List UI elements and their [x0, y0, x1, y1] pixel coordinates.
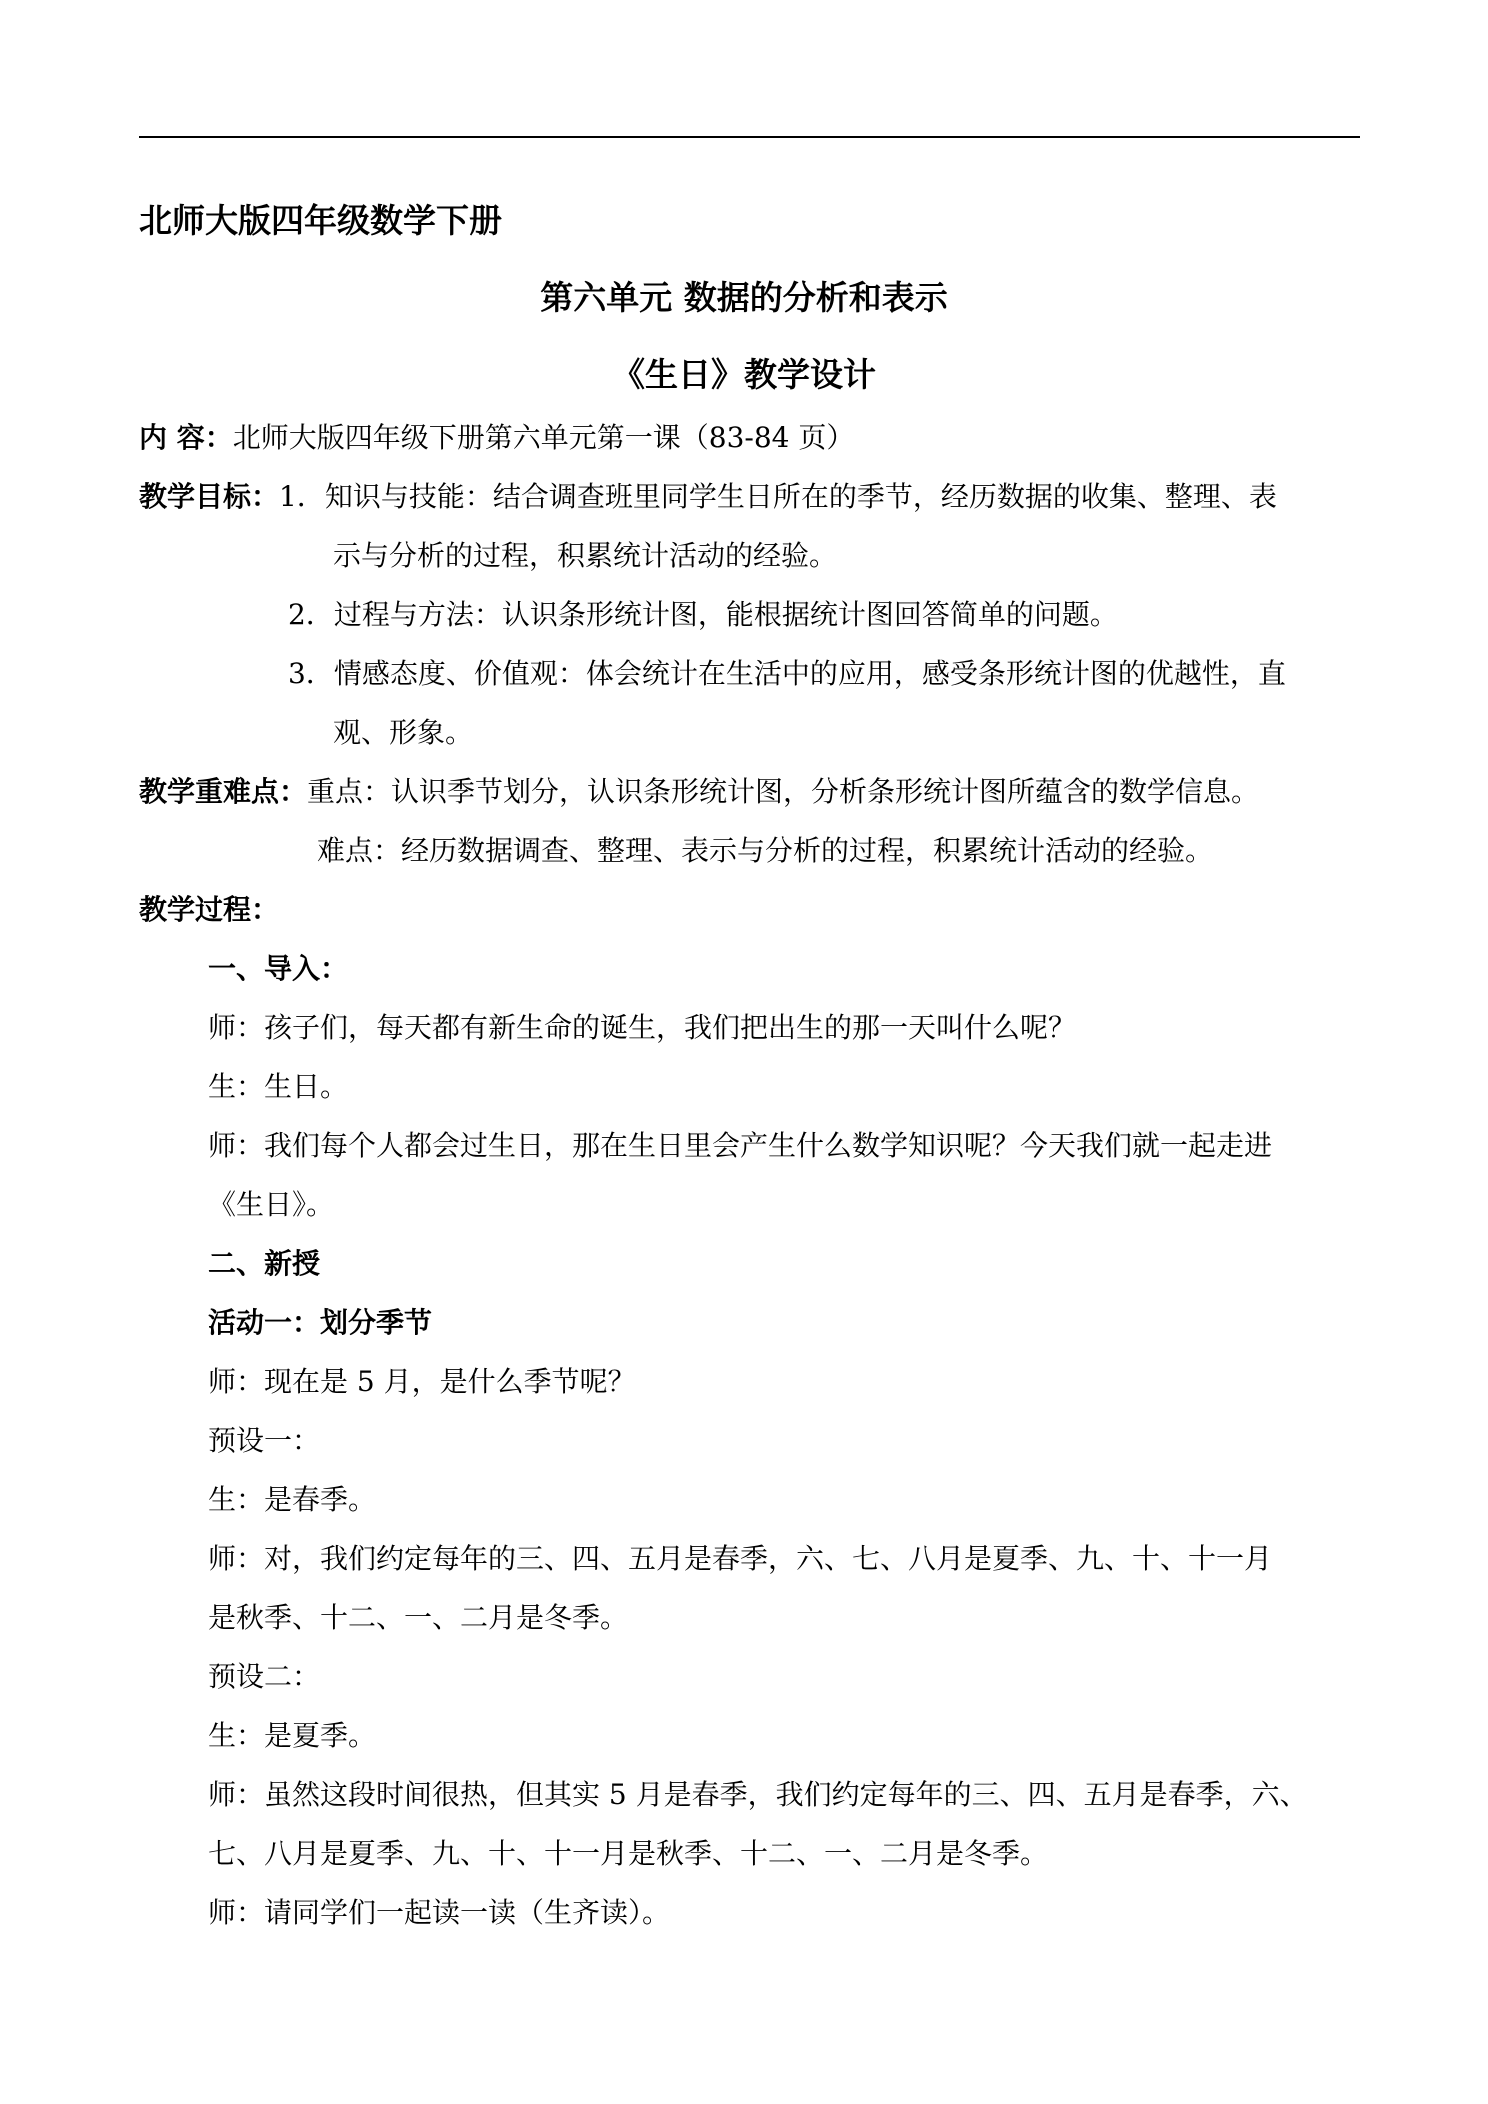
objective-text-cont: 示与分析的过程，积累统计活动的经验。 — [333, 539, 838, 572]
header-rule — [139, 136, 1360, 138]
objective-row-3 — [288, 654, 1286, 694]
book-title: 北师大版四年级数学下册 — [139, 201, 502, 240]
dialogue-line: 《生日》。 — [208, 1188, 335, 1221]
dialogue-line: 师：虽然这段时间很热，但其实 5 月是春季，我们约定每年的三、四、五月是春季，六、 — [208, 1778, 1308, 1811]
objective-row-2 — [288, 595, 1118, 635]
dialogue-line: 师：我们每个人都会过生日，那在生日里会产生什么数学知识呢？今天我们就一起走进 — [208, 1129, 1273, 1162]
key-point: 重点：认识季节划分，认识条形统计图，分析条形统计图所蕴含的数学信息。 — [307, 775, 1260, 808]
objectives-label: 教学目标： — [139, 480, 280, 513]
unit-title: 第六单元 数据的分析和表示 — [540, 278, 948, 317]
activity-heading: 活动一：划分季节 — [208, 1306, 433, 1339]
dialogue-line: 是秋季、十二、一、二月是冬季。 — [208, 1601, 629, 1634]
objective-text: 知识与技能：结合调查班里同学生日所在的季节，经历数据的收集、整理、表 — [324, 480, 1277, 513]
dialogue-line: 生：是夏季。 — [208, 1719, 377, 1752]
lesson-title: 《生日》教学设计 — [612, 355, 876, 394]
dialogue-line: 生：是春季。 — [208, 1483, 377, 1516]
section-heading: 一、导入： — [208, 952, 349, 985]
dialogue-line: 预设一： — [208, 1424, 321, 1457]
dialogue-line: 师：现在是 5 月，是什么季节呢？ — [208, 1365, 636, 1398]
content-label: 内 容： — [139, 421, 233, 454]
dialogue-line: 师：对，我们约定每年的三、四、五月是春季，六、七、八月是夏季、九、十、十一月 — [208, 1542, 1273, 1575]
objective-num: 1． — [279, 480, 325, 513]
dialogue-line: 师：请同学们一起读一读（生齐读）。 — [208, 1896, 671, 1929]
dialogue-line: 七、八月是夏季、九、十、十一月是秋季、十二、一、二月是冬季。 — [208, 1837, 1049, 1870]
objective-text-cont: 观、形象。 — [333, 716, 474, 749]
content-text: 北师大版四年级下册第六单元第一课（83-84 页） — [232, 421, 855, 454]
objective-row-1 — [139, 477, 1277, 517]
process-label: 教学过程： — [139, 893, 280, 926]
objective-text: 过程与方法：认识条形统计图，能根据统计图回答简单的问题。 — [333, 598, 1118, 631]
key-points-row — [139, 772, 1259, 812]
dialogue-line: 生：生日。 — [208, 1070, 349, 1103]
objective-text: 情感态度、价值观：体会统计在生活中的应用，感受条形统计图的优越性，直 — [333, 657, 1286, 690]
key-points-label: 教学重难点： — [139, 775, 308, 808]
difficult-point: 难点：经历数据调查、整理、表示与分析的过程，积累统计活动的经验。 — [317, 834, 1214, 867]
content-row — [139, 418, 854, 458]
objective-num: 3． — [288, 657, 334, 690]
objective-num: 2． — [288, 598, 334, 631]
dialogue-line: 预设二： — [208, 1660, 321, 1693]
section-heading: 二、新授 — [208, 1247, 321, 1280]
dialogue-line: 师：孩子们，每天都有新生命的诞生，我们把出生的那一天叫什么呢？ — [208, 1011, 1077, 1044]
